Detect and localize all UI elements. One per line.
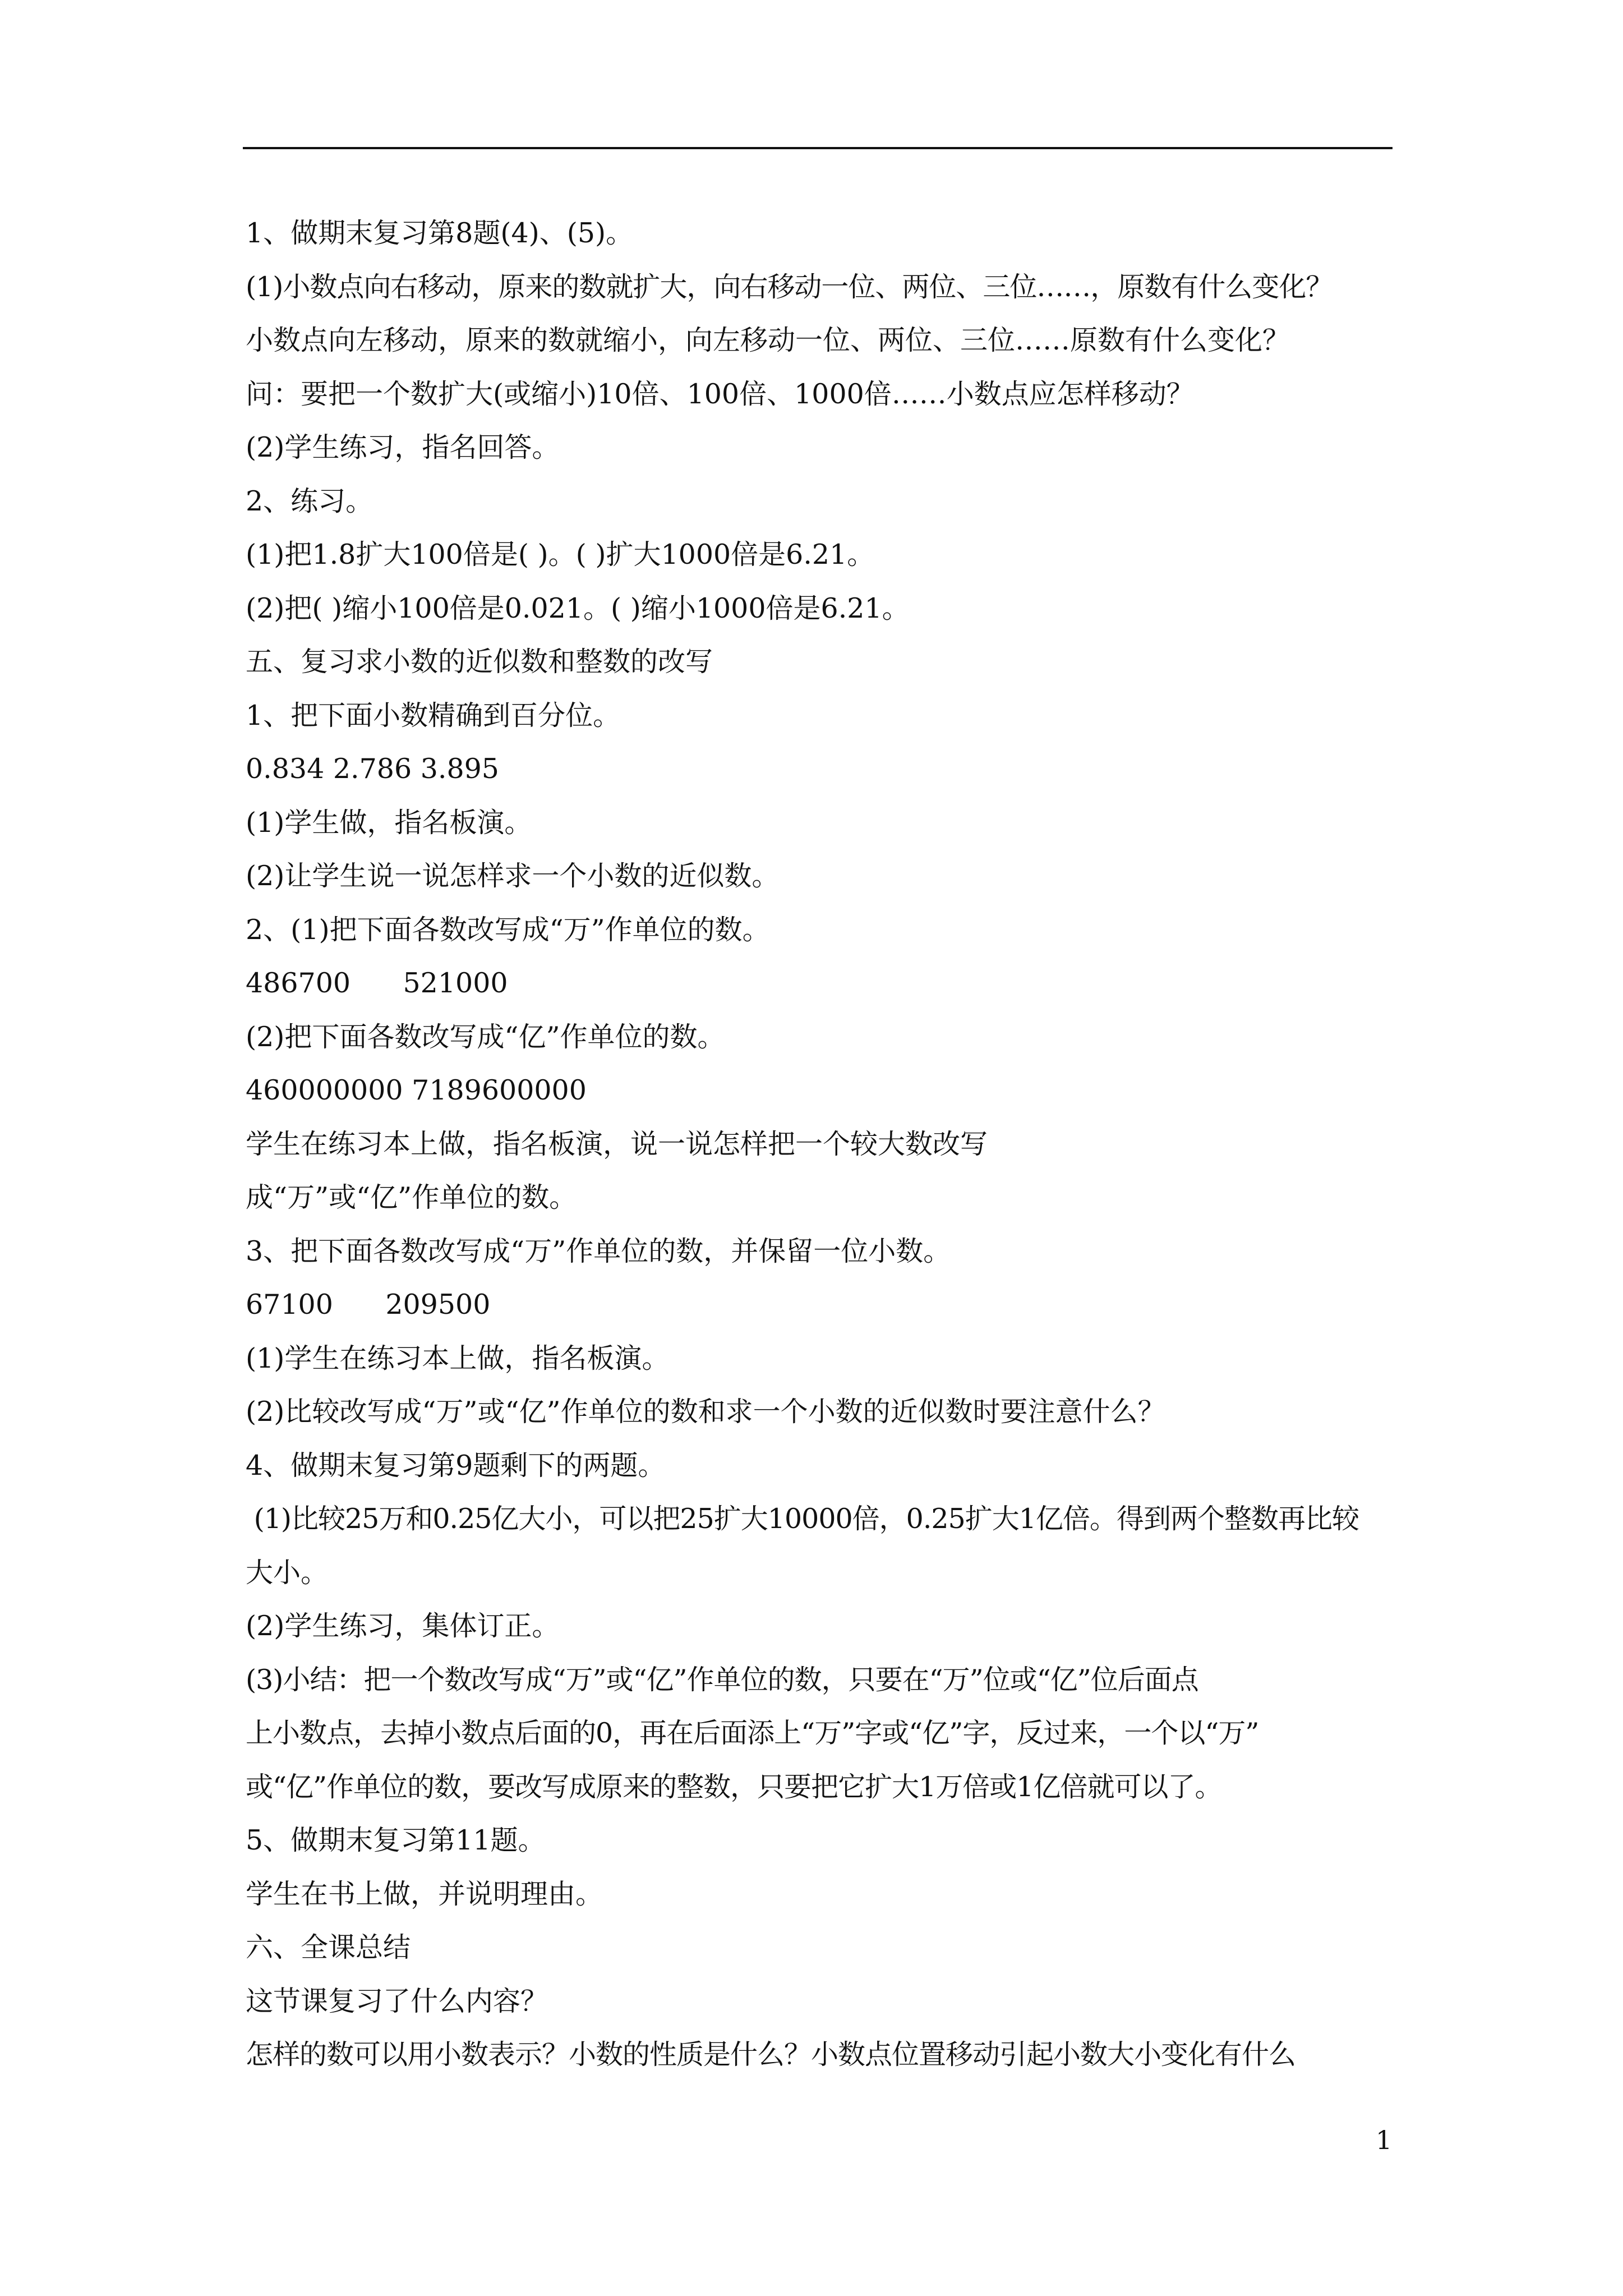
text-line: 上小数点，去掉小数点后面的0，再在后面添上“万”字或“亿”字，反过来，一个以“万” — [246, 1717, 1259, 1749]
text-line: 或“亿”作单位的数，要改写成原来的整数，只要把它扩大1万倍或1亿倍就可以了。 — [246, 1770, 1222, 1803]
text-line: (2)让学生说一说怎样求一个小数的近似数。 — [246, 860, 780, 892]
text-line: (1)小数点向右移动，原来的数就扩大，向右移动一位、两位、三位……，原数有什么变化？ — [246, 270, 1333, 303]
text-line: (2)把( )缩小100倍是0.021。( )缩小1000倍是6.21。 — [246, 592, 910, 624]
text-line: (1)把1.8扩大100倍是( )。( )扩大1000倍是6.21。 — [246, 539, 875, 570]
text-line: 4、做期末复习第9题剩下的两题。 — [246, 1449, 666, 1481]
text-line: 486700 521000 — [246, 967, 508, 999]
text-line: 问：要把一个数扩大(或缩小)10倍、100倍、1000倍……小数点应怎样移动？ — [246, 378, 1194, 410]
text-line: (3)小结：把一个数改写成“万”或“亿”作单位的数，只要在“万”位或“亿”位后面点 — [246, 1663, 1198, 1696]
section-heading: 五、复习求小数的近似数和整数的改写 — [246, 646, 713, 678]
text-line: 0.834 2.786 3.895 — [246, 753, 499, 785]
header-rule — [243, 147, 1393, 149]
text-line: (1)学生做，指名板演。 — [246, 806, 532, 839]
text-line: (2)学生练习，指名回答。 — [246, 431, 560, 463]
text-line: 这节课复习了什么内容？ — [246, 1985, 548, 2017]
text-line: (2)学生练习，集体订正。 — [246, 1610, 560, 1642]
text-line: 学生在练习本上做，指名板演，说一说怎样把一个较大数改写 — [246, 1128, 988, 1160]
text-line: 460000000 7189600000 — [246, 1074, 587, 1106]
text-line: 1、把下面小数精确到百分位。 — [246, 699, 621, 731]
text-line: 3、把下面各数改写成“万”作单位的数，并保留一位小数。 — [246, 1235, 951, 1267]
text-line: 2、练习。 — [246, 485, 374, 517]
text-line: 怎样的数可以用小数表示？小数的性质是什么？小数点位置移动引起小数大小变化有什么 — [246, 2039, 1296, 2070]
text-line: 大小。 — [246, 1556, 329, 1589]
section-heading: 六、全课总结 — [246, 1931, 411, 1963]
text-line: (2)比较改写成“万”或“亿”作单位的数和求一个小数的近似数时要注意什么？ — [246, 1396, 1165, 1428]
text-line: (1)比较25万和0.25亿大小，可以把25扩大10000倍，0.25扩大1亿倍。得到两个整数再比较 — [246, 1503, 1359, 1535]
text-line: 学生在书上做，并说明理由。 — [246, 1878, 603, 1910]
text-line: 67100 209500 — [246, 1289, 491, 1320]
text-line: 小数点向左移动，原来的数就缩小，向左移动一位、两位、三位……原数有什么变化？ — [246, 324, 1290, 356]
text-line: 5、做期末复习第11题。 — [246, 1824, 546, 1856]
text-line: (2)把下面各数改写成“亿”作单位的数。 — [246, 1020, 725, 1053]
page-number: 1 — [1376, 2125, 1393, 2155]
document-body — [246, 206, 1401, 2082]
text-line: 2、(1)把下面各数改写成“万”作单位的数。 — [246, 913, 770, 946]
text-line: 1、做期末复习第8题(4)、(5)。 — [246, 217, 634, 249]
text-line: 成“万”或“亿”作单位的数。 — [246, 1181, 577, 1213]
text-line: (1)学生在练习本上做，指名板演。 — [246, 1342, 670, 1374]
